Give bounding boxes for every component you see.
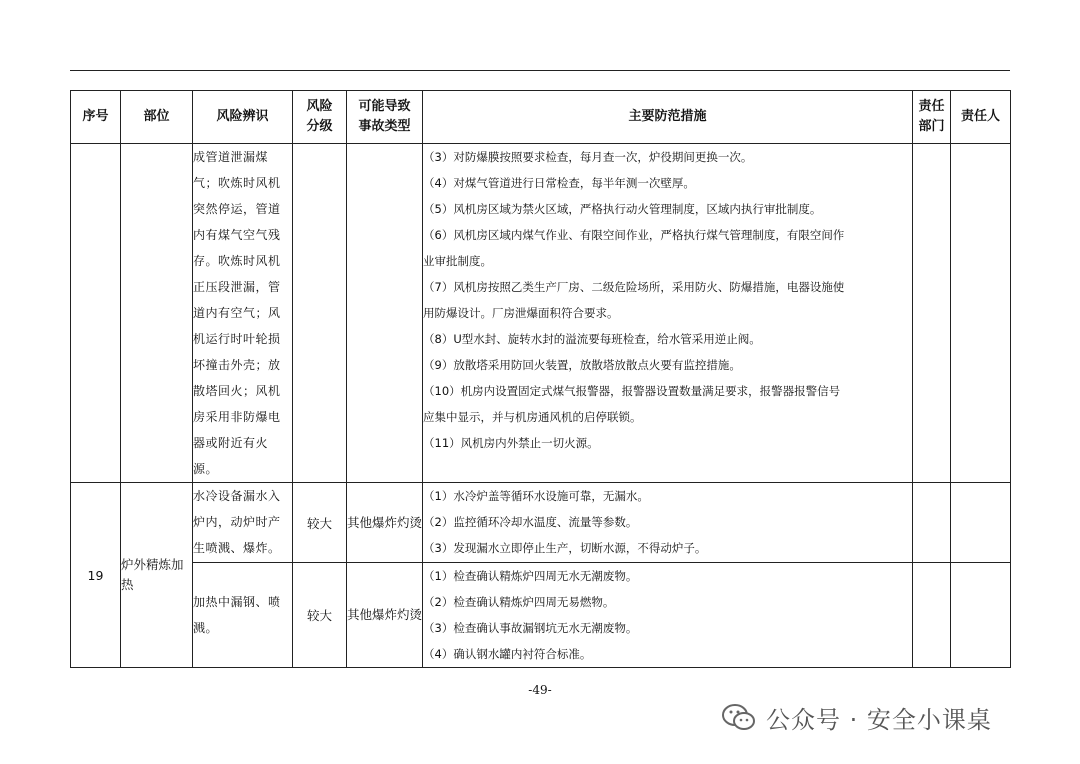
measures-cell [423, 563, 913, 668]
table-header-row [71, 91, 1011, 144]
measure-item: 业审批制度。 [423, 254, 492, 268]
col-measures: 主要防范措施 [423, 91, 913, 144]
risk-line: 溅。 [193, 621, 219, 635]
measure-item: （5）风机房区域为禁火区域，严格执行动火管理制度，区域内执行审批制度。 [423, 202, 822, 216]
col-dept: 责任 部门 [913, 91, 951, 144]
measure-item: （2）检查确认精炼炉四周无易燃物。 [423, 595, 615, 609]
measure-item: （9）放散塔采用防回火装置，放散塔放散点火要有监控措施。 [423, 358, 741, 372]
dept-cell [913, 483, 951, 563]
col-person: 责任人 [951, 91, 1011, 144]
measure-item: （2）监控循环冷却水温度、流量等参数。 [423, 515, 638, 529]
measure-item: （4）确认钢水罐内衬符合标准。 [423, 647, 592, 661]
risk-line: 机运行时叶轮损 [193, 332, 281, 346]
risk-line: 坏撞击外壳；放 [193, 358, 281, 372]
risk-line: 水冷设备漏水入 [193, 489, 281, 503]
risk-line: 炉内，动炉时产 [193, 515, 281, 529]
measure-item: （3）检查确认事故漏钢坑无水无潮废物。 [423, 621, 638, 635]
risk-line: 成管道泄漏煤 [193, 150, 269, 164]
person-cell [951, 483, 1011, 563]
measure-item: （1）水冷炉盖等循环水设施可靠，无漏水。 [423, 489, 649, 503]
type-cell: 其他爆炸灼烫 [347, 483, 423, 563]
measures-cell [423, 144, 913, 483]
watermark-text: 公众号 · 安全小课桌 [766, 706, 992, 734]
risk-line: 源。 [193, 462, 219, 476]
person-cell [951, 144, 1011, 483]
table-row [71, 563, 1011, 668]
type-cell [347, 144, 423, 483]
risk-line: 器或附近有火 [193, 436, 269, 450]
col-level: 风险 分级 [293, 91, 347, 144]
risk-table [70, 90, 1011, 668]
measure-item: （4）对煤气管道进行日常检查，每半年测一次壁厚。 [423, 176, 695, 190]
part-cell: 炉外精炼加热 [121, 483, 193, 668]
risk-line: 加热中漏钢、喷 [193, 595, 281, 609]
col-risk: 风险辨识 [193, 91, 293, 144]
type-cell: 其他爆炸灼烫 [347, 563, 423, 668]
measure-item: （10）机房内设置固定式煤气报警器，报警器设置数量满足要求，报警器报警信号 [423, 384, 841, 398]
risk-line: 正压段泄漏，管 [193, 280, 281, 294]
dept-cell [913, 144, 951, 483]
seq-cell: 19 [71, 483, 121, 668]
table-row [71, 483, 1011, 563]
header-rule [70, 70, 1010, 71]
measure-item: （3）发现漏水立即停止生产，切断水源，不得动炉子。 [423, 541, 707, 555]
risk-line: 房采用非防爆电 [193, 410, 281, 424]
measure-item: 应集中显示，并与机房通风机的启停联锁。 [423, 410, 642, 424]
measure-item: （8）U型水封、旋转水封的溢流要每班检查，给水管采用逆止阀。 [423, 332, 761, 346]
measure-item: （3）对防爆膜按照要求检查，每月查一次，炉役期间更换一次。 [423, 150, 753, 164]
risk-line: 突然停运，管道 [193, 202, 281, 216]
risk-cell [193, 483, 293, 563]
level-cell: 较大 [293, 563, 347, 668]
measure-item: （11）风机房内外禁止一切火源。 [423, 436, 599, 450]
risk-cell [193, 144, 293, 483]
table-row [71, 144, 1011, 483]
risk-cell [193, 563, 293, 668]
level-cell: 较大 [293, 483, 347, 563]
watermark [722, 700, 992, 735]
risk-line: 散塔回火；风机 [193, 384, 281, 398]
col-part: 部位 [121, 91, 193, 144]
risk-line: 生喷溅、爆炸。 [193, 541, 281, 555]
risk-line: 存。吹炼时风机 [193, 254, 281, 268]
measure-item: 用防爆设计。厂房泄爆面积符合要求。 [423, 306, 619, 320]
level-cell [293, 144, 347, 483]
measures-cell [423, 483, 913, 563]
part-cell [121, 144, 193, 483]
seq-cell [71, 144, 121, 483]
col-type: 可能导致 事故类型 [347, 91, 423, 144]
risk-line: 内有煤气空气残 [193, 228, 281, 242]
risk-line: 道内有空气；风 [193, 306, 281, 320]
page-number: -49- [528, 683, 552, 697]
person-cell [951, 563, 1011, 668]
wechat-icon [722, 704, 756, 732]
measure-item: （6）风机房区域内煤气作业、有限空间作业，严格执行煤气管理制度，有限空间作 [423, 228, 845, 242]
dept-cell [913, 563, 951, 668]
measure-item: （7）风机房按照乙类生产厂房、二级危险场所，采用防火、防爆措施，电器设施使 [423, 280, 845, 294]
risk-line: 气；吹炼时风机 [193, 176, 281, 190]
measure-item: （1）检查确认精炼炉四周无水无潮废物。 [423, 569, 638, 583]
col-seq: 序号 [71, 91, 121, 144]
